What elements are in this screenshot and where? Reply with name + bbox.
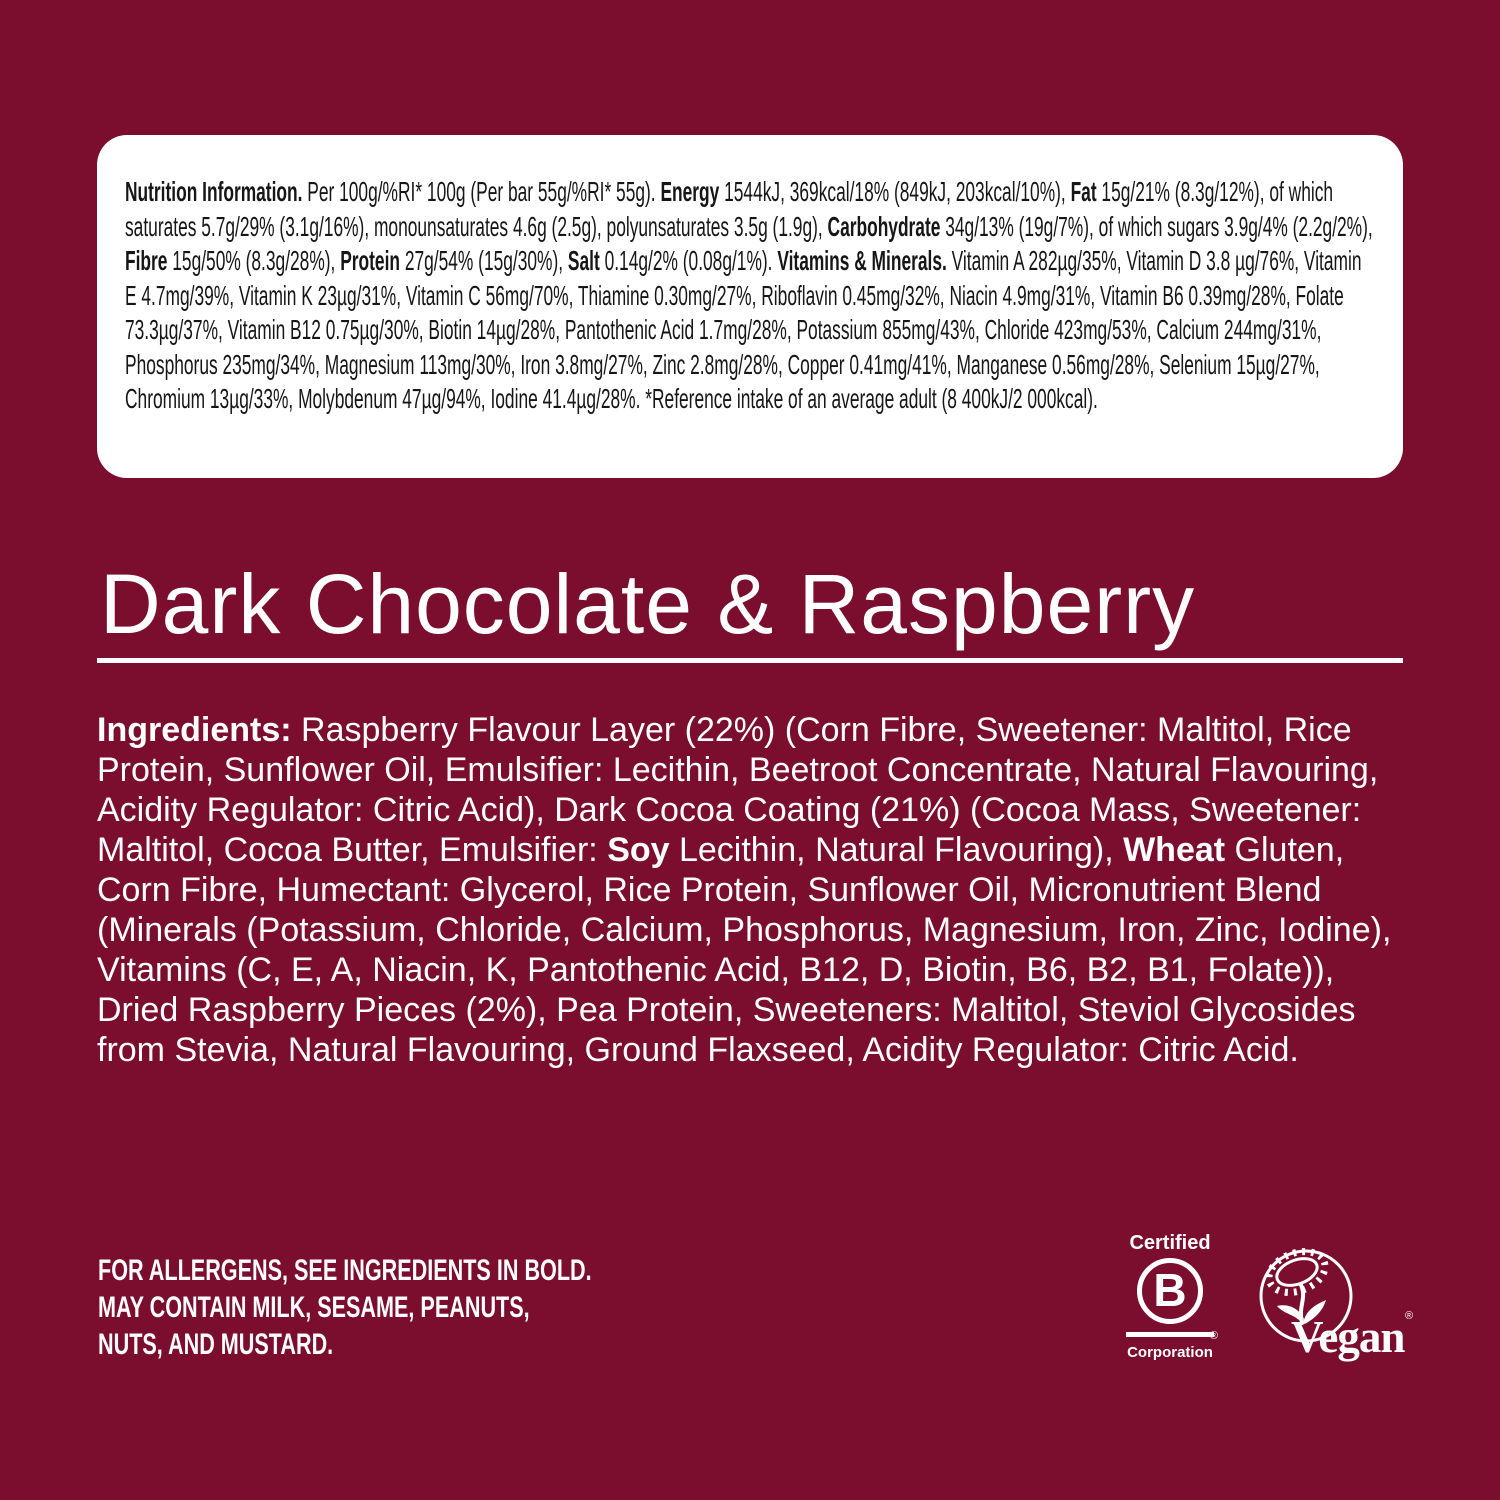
nutrition-term-energy: Energy	[660, 176, 725, 207]
allergen-statement-inner	[98, 1252, 818, 1363]
ingredients-allergen-soy: Soy	[607, 831, 670, 869]
b-corp-underline	[1126, 1332, 1214, 1337]
nutrition-value-energy: 1544kJ, 369kcal/18% (849kJ, 203kcal/10%),	[724, 176, 1071, 207]
b-corp-logo	[1122, 1233, 1218, 1360]
vegan-logo	[1253, 1243, 1423, 1378]
nutrition-panel	[97, 135, 1403, 478]
nutrition-term-fat: Fat	[1070, 176, 1102, 207]
b-corp-circle-icon	[1137, 1258, 1203, 1324]
title-divider	[97, 658, 1403, 663]
nutrition-value-fat: 15g/21% (8.3g/12%), of which saturates 5.7g/29% (3.1g/16%), monounsaturates 4.6g (2.5g), polyunsaturates 3.5g (1.9g),	[125, 176, 1334, 242]
vegan-wordmark: Vegan	[1291, 1312, 1405, 1362]
ingredients-body-2: Lecithin, Natural Flavouring),	[669, 831, 1124, 869]
nutrition-value-protein: 27g/54% (15g/30%),	[404, 245, 568, 276]
ingredients-body-1: Raspberry Flavour Layer (22%) (Corn Fibre, Sweetener: Maltitol, Rice Protein, Sunflower Oil, Emulsifier: Lecithin, Beetroot Concentrate, Natural Flavouring, Acidity Regulator: Citric Acid), Dark Cocoa Coating (21%) (Cocoa Mass, Sweetener: Maltitol, Cocoa Butter, Emulsifier:	[97, 711, 1379, 869]
allergen-statement	[98, 1252, 1098, 1363]
allergen-line-1: FOR ALLERGENS, SEE INGREDIENTS IN BOLD.	[98, 1254, 592, 1287]
nutrition-term-protein: Protein	[340, 245, 405, 276]
nutrition-value-carbohydrate: 34g/13% (19g/7%), of which sugars 3.9g/4% (2.2g/2%),	[945, 210, 1373, 242]
ingredients-body-3: Gluten, Corn Fibre, Humectant: Glycerol, Rice Protein, Sunflower Oil, Micronutrient Blend (Minerals (Potassium, Chloride, Calcium, Phosphorus, Magnesium, Iron, Zinc, Iodine), Vitamins (C, E, A, Niacin, K, Pantothenic Acid, B12, D, Biotin, B6, B2, B1, Folate)), Dried Raspberry Pieces (2%), Pea Protein, Sweeteners: Maltitol, Steviol Glycosides from Stevia, Natural Flavouring, Ground Flaxseed, Acidity Regulator: Citric Acid.	[97, 831, 1392, 1069]
vegan-registered-mark: ®	[1405, 1310, 1414, 1322]
nutrition-value-vitamins-minerals: Vitamin A 282µg/35%, Vitamin D 3.8 µg/76%, Vitamin E 4.7mg/39%, Vitamin K 23µg/31%, Vitamin C 56mg/70%, Thiamine 0.30mg/27%, Riboflavin 0.45mg/32%, Niacin 4.9mg/31%, Vitamin B6 0.39mg/28%, Folate 73.3µg/37%, Vitamin B12 0.75µg/30%, Biotin 14µg/28%, Pantothenic Acid 1.7mg/28%, Potassium 855mg/43%, Chloride 423mg/53%, Calcium 244mg/31%, Phosphorus 235mg/34%, Magnesium 113mg/30%, Iron 3.8mg/27%, Zinc 2.8mg/28%, Copper 0.41mg/41%, Manganese 0.56mg/28%, Selenium 15µg/27%, Chromium 13µg/33%, Molybdenum 47µg/94%, Iodine 41.4µg/28%. *Reference intake of an average adult (8 400kJ/2 000kcal).	[125, 245, 1362, 414]
ingredients-text	[97, 710, 1407, 1070]
nutrition-term-salt: Salt	[567, 245, 605, 276]
nutrition-term-fibre: Fibre	[125, 245, 173, 276]
b-corp-letter: B	[1153, 1263, 1187, 1316]
b-corp-registered-mark: ®	[1209, 1330, 1218, 1342]
allergen-line-3: NUTS, AND MUSTARD.	[98, 1328, 334, 1361]
allergen-line-2: MAY CONTAIN MILK, SESAME, PEANUTS,	[98, 1291, 530, 1324]
nutrition-term-vitamins-minerals: Vitamins & Minerals.	[777, 245, 952, 276]
ingredients-heading: Ingredients:	[97, 711, 302, 749]
b-corp-corporation-label: Corporation	[1127, 1344, 1213, 1361]
nutrition-information-text	[125, 175, 1375, 417]
nutrition-term-carbohydrate: Carbohydrate	[827, 210, 946, 242]
nutrition-heading: Nutrition Information.	[125, 176, 308, 207]
flavour-title: Dark Chocolate & Raspberry	[100, 557, 1196, 651]
nutrition-text-wrap	[125, 175, 1500, 417]
b-corp-certified-label: Certified	[1129, 1232, 1211, 1254]
nutrition-value-fibre: 15g/50% (8.3g/28%),	[172, 245, 341, 276]
ingredients-allergen-wheat: Wheat	[1123, 831, 1226, 869]
nutrition-serving-text: Per 100g/%RI* 100g (Per bar 55g/%RI* 55g).	[307, 176, 661, 207]
nutrition-value-salt: 0.14g/2% (0.08g/1%).	[604, 245, 778, 276]
